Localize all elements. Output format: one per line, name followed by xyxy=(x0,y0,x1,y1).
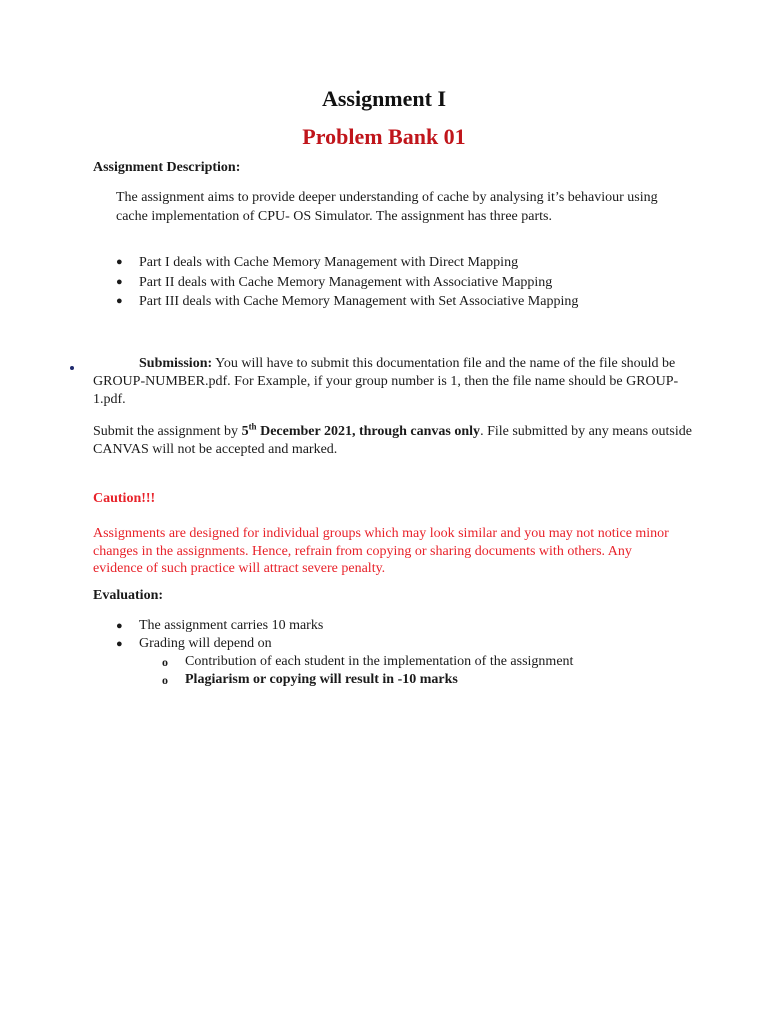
parts-list xyxy=(116,253,716,312)
deadline-day-suffix: th xyxy=(248,421,257,432)
submission-text: You will have to submit this documentation file and the name of the file should be GROUP-NUMBER.pdf. For Example, if your group number is 1, then the file name should be GROUP-1.pdf. xyxy=(93,356,679,407)
caution-text: Assignments are designed for individual groups which may look similar and you may not notice minor changes in the assignments. Hence, refrain from copying or sharing documents with others. Any evidence of such practice will attract severe penalty. xyxy=(93,526,669,576)
submission-paragraph xyxy=(93,355,683,409)
description-heading: Assignment Description: xyxy=(93,160,241,175)
list-item xyxy=(116,617,716,635)
bullet-icon: ● xyxy=(116,256,123,268)
part-text: Part II deals with Cache Memory Management with Associative Mapping xyxy=(139,274,553,290)
evaluation-sub-item: Plagiarism or copying will result in -10 marks xyxy=(185,672,458,687)
evaluation-list xyxy=(116,617,716,689)
evaluation-item: Grading will depend on xyxy=(139,636,272,651)
page-title: Assignment I xyxy=(321,86,447,111)
deadline-prefix: Submit the assignment by xyxy=(93,424,242,439)
bullet-icon: ● xyxy=(116,620,123,632)
part-text: Part III deals with Cache Memory Management with Set Associative Mapping xyxy=(139,294,579,309)
evaluation-heading: Evaluation: xyxy=(93,588,164,603)
list-item xyxy=(116,292,716,312)
part-text: Part I deals with Cache Memory Management with Direct Mapping xyxy=(139,255,519,270)
bullet-icon: ● xyxy=(116,295,123,307)
description-paragraph: The assignment aims to provide deeper understanding of cache by analysing it’s behaviour using cache implementation of CPU- OS Simulator. The assignment has three parts. xyxy=(116,190,658,224)
list-item xyxy=(116,273,716,293)
deadline-paragraph xyxy=(93,423,693,459)
submission-label: Submission: xyxy=(139,356,213,371)
bullet-icon: ● xyxy=(116,275,123,288)
list-item xyxy=(116,635,716,689)
page-subtitle: Problem Bank 01 xyxy=(302,124,466,149)
caution-heading: Caution!!! xyxy=(93,491,156,506)
circle-bullet-icon: o xyxy=(162,655,168,669)
evaluation-sub-list xyxy=(162,653,739,689)
evaluation-sub-item: Contribution of each student in the implementation of the assignment xyxy=(185,654,574,669)
sub-list-item xyxy=(162,653,739,671)
circle-bullet-icon: o xyxy=(162,673,168,687)
list-item xyxy=(116,253,716,273)
deadline-suffix: . File submitted by any means outside CANVAS will not be accepted and marked. xyxy=(93,424,692,457)
deadline-bold-text: December 2021, through canvas only xyxy=(256,424,481,439)
evaluation-item: The assignment carries 10 marks xyxy=(139,618,324,633)
bullet-icon: ● xyxy=(116,638,123,650)
sub-list-item xyxy=(162,671,739,689)
deadline-day: 5 xyxy=(241,424,249,439)
margin-dot-icon xyxy=(70,366,74,370)
